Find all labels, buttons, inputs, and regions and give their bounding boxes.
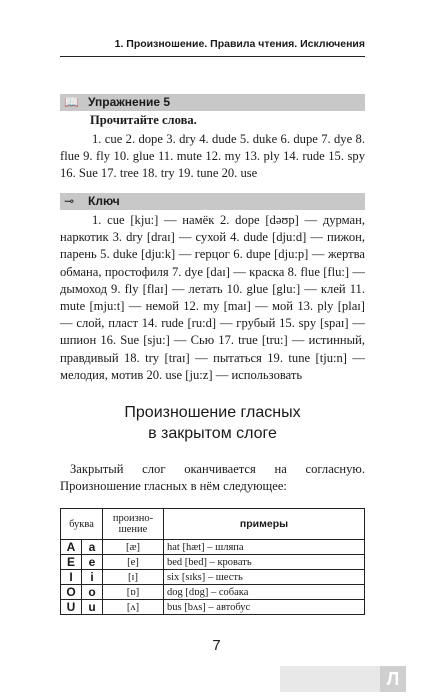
section-title-line1: Произношение гласных [124,404,301,421]
letter-lower: i [82,570,103,585]
running-header: 1. Произношение. Правила чтения. Исключения [114,38,365,50]
vowel-table [60,508,365,615]
letter-upper: U [61,600,82,615]
exercise-title-bar [60,94,365,111]
key-icon: ⊸ [64,194,75,208]
table-row [61,540,365,555]
example: hat [hæt] – шляпа [164,540,365,555]
header-examples: примеры [164,509,365,540]
header-rule [60,56,365,57]
page-number: 7 [212,637,221,654]
table-row [61,555,365,570]
letter-lower: a [82,540,103,555]
example: six [sɪks] – шесть [164,570,365,585]
section-title [60,402,365,444]
logo-mark: Л [380,666,406,692]
example: dog [dɒg] – собака [164,585,365,600]
exercise-words: 1. cue 2. dope 3. dry 4. dude 5. duke 6. dupe 7. dye 8. flue 9. fly 10. glue 11. mute 12. my 13. ply 14. rude 15. spy 16. Sue 17. tree 18. try 19. tune 20. use [60,132,365,181]
key-text: 1. cue [kju:] — намёк 2. dope [dəʊp] — дурман, наркотик 3. dry [draɪ] — сухой 4. dude [dju:d] — пижон, парень 5. duke [dju:k] — герцог 6. dupe [dju:p] — жертва обмана, простофиля 7. dye [daɪ] — краска 8. flue [flu:] — дымоход 9. fly [flaɪ] — летать 10. glue [glu:] — клей 11. mute [mju:t] — немой 12. my [maɪ] — мой 13. ply [plaɪ] — слой, пласт 14. rude [ru:d] — грубый 15. spy [spaɪ] — шпион 16. Sue [sju:] — Сью 17. true [tru:] — истинный, правдивый 18. try [traɪ] — пытаться 19. tune [tju:n] — мелодия, мотив 20. use [ju:z] — использовать [60,213,365,382]
letter-upper: A [61,540,82,555]
letter-upper: O [61,585,82,600]
book-icon: 📖 [64,95,79,109]
table-header-row [61,509,365,540]
letter-upper: I [61,570,82,585]
sound: [e] [103,555,164,570]
letter-lower: e [82,555,103,570]
table-row [61,600,365,615]
table-row [61,585,365,600]
sound: [æ] [103,540,164,555]
header-letter: буква [61,509,103,540]
example: bed [bed] – кровать [164,555,365,570]
sound: [ɒ] [103,585,164,600]
exercise-instruction: Прочитайте слова. [90,113,197,127]
section-intro: Закрытый слог оканчивается на согласную. Произношение гласных в нём следующее: [60,462,365,494]
letter-lower: u [82,600,103,615]
sound: [ʌ] [103,600,164,615]
key-title-bar [60,193,365,210]
exercise-title: Упражнение 5 [88,95,170,109]
table-row [61,570,365,585]
section-title-line2: в закрытом слоге [148,425,277,442]
letter-upper: E [61,555,82,570]
publisher-logo [280,666,406,692]
key-title: Ключ [88,194,120,208]
letter-lower: o [82,585,103,600]
header-sound: произно-шение [103,509,164,540]
sound: [ɪ] [103,570,164,585]
example: bus [bʌs] – автобус [164,600,365,615]
